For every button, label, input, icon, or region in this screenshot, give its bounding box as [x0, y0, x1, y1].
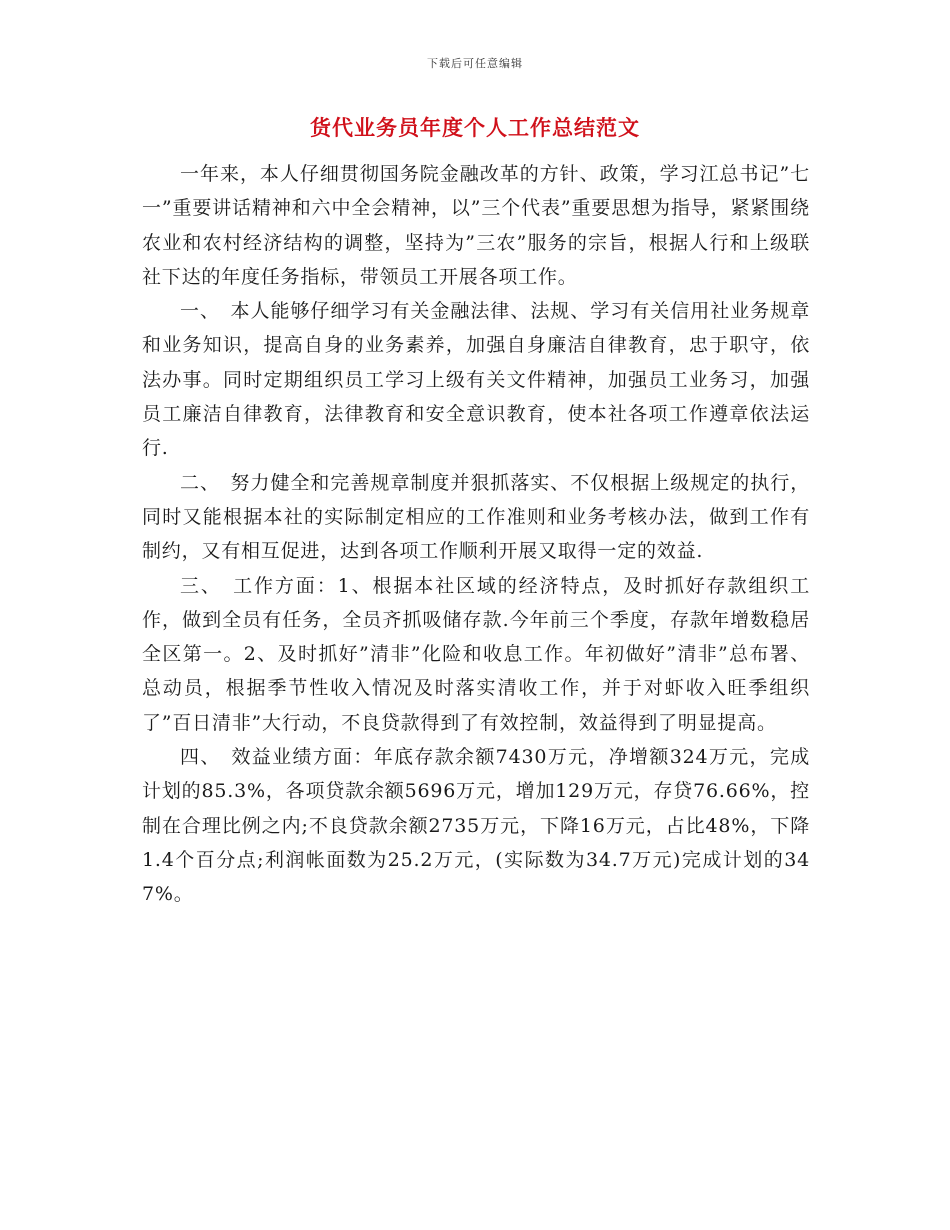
paragraph-section-4: 四、 效益业绩方面：年底存款余额7430万元，净增额324万元，完成计划的85.3%，各项贷款余额5696万元，增加129万元，存贷76.66%，控制在合理比例之内;不良贷款余额2735万元，下降16万元，占比48%，下降1.4个百分点;利润帐面数为25.2万元，(实际数为34.7万元)完成计划的347%。 — [142, 746, 810, 906]
header-note: 下载后可任意编辑 — [427, 57, 523, 70]
paragraph-intro: 一年来，本人仔细贯彻国务院金融改革的方针、政策，学习江总书记”七一”重要讲话精神和六中全会精神，以”三个代表”重要思想为指导，紧紧围绕农业和农村经济结构的调整，坚持为”三农”服务的宗旨，根据人行和上级联社下达的年度任务指标，带领员工开展各项工作。 — [142, 163, 810, 288]
paragraph-section-3: 三、 工作方面：1、根据本社区域的经济特点，及时抓好存款组织工作，做到全员有任务，全员齐抓吸储存款.今年前三个季度，存款年增数稳居全区第一。2、及时抓好”清非”化险和收息工作。年初做好”清非”总布署、总动员，根据季节性收入情况及时落实清收工作，并于对虾收入旺季组织了”百日清非”大行动，不良贷款得到了有效控制，效益得到了明显提高。 — [142, 574, 810, 734]
document-body — [142, 157, 810, 912]
paragraph-section-1: 一、 本人能够仔细学习有关金融法律、法规、学习有关信用社业务规章和业务知识，提高自身的业务素养，加强自身廉洁自律教育，忠于职守，依法办事。同时定期组织员工学习上级有关文件精神，加强员工业务习，加强员工廉洁自律教育，法律教育和安全意识教育，使本社各项工作遵章依法运行. — [142, 300, 810, 460]
document-title: 货代业务员年度个人工作总结范文 — [310, 115, 640, 140]
paragraph-section-2: 二、 努力健全和完善规章制度并狠抓落实、不仅根据上级规定的执行，同时又能根据本社的实际制定相应的工作准则和业务考核办法，做到工作有制约，又有相互促进，达到各项工作顺利开展又取得一定的效益. — [142, 471, 810, 563]
